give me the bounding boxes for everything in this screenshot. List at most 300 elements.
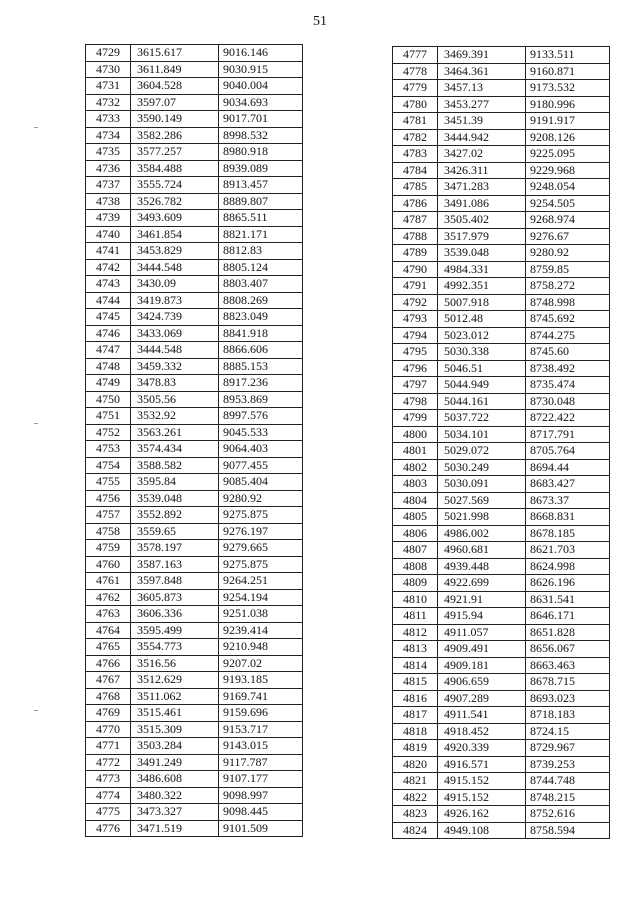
x-coordinate-cell: 3427.02: [438, 146, 526, 163]
y-coordinate-cell: 8885.153: [219, 358, 303, 375]
y-coordinate-cell: 8823.049: [219, 309, 303, 326]
x-coordinate-cell: 5030.338: [438, 344, 526, 361]
y-coordinate-cell: 8730.048: [526, 393, 610, 410]
x-coordinate-cell: 3597.07: [131, 94, 219, 111]
table-row: [393, 657, 610, 674]
y-coordinate-cell: 8980.918: [219, 144, 303, 161]
x-coordinate-cell: 3605.873: [131, 589, 219, 606]
point-number-cell: 4781: [393, 113, 438, 130]
x-coordinate-cell: 5037.722: [438, 410, 526, 427]
x-coordinate-cell: 5044.949: [438, 377, 526, 394]
y-coordinate-cell: 8722.422: [526, 410, 610, 427]
table-row: [86, 738, 303, 755]
x-coordinate-cell: 3505.56: [131, 391, 219, 408]
x-coordinate-cell: 4949.108: [438, 822, 526, 839]
table-row: [86, 94, 303, 111]
y-coordinate-cell: 8705.764: [526, 443, 610, 460]
page-number: 51: [313, 14, 327, 29]
x-coordinate-cell: 3539.048: [438, 245, 526, 262]
table-row: [86, 358, 303, 375]
point-number-cell: 4790: [393, 261, 438, 278]
y-coordinate-cell: 9160.871: [526, 63, 610, 80]
point-number-cell: 4824: [393, 822, 438, 839]
table-row: [393, 129, 610, 146]
point-number-cell: 4749: [86, 375, 131, 392]
coordinate-table-left: [85, 44, 303, 837]
table-row: [86, 292, 303, 309]
point-number-cell: 4746: [86, 325, 131, 342]
y-coordinate-cell: 9159.696: [219, 705, 303, 722]
table-row: [393, 608, 610, 625]
table-row: [393, 575, 610, 592]
y-coordinate-cell: 8997.576: [219, 408, 303, 425]
x-coordinate-cell: 4915.94: [438, 608, 526, 625]
y-coordinate-cell: 9098.997: [219, 787, 303, 804]
point-number-cell: 4744: [86, 292, 131, 309]
point-number-cell: 4767: [86, 672, 131, 689]
y-coordinate-cell: 8656.067: [526, 641, 610, 658]
table-row: [393, 96, 610, 113]
point-number-cell: 4771: [86, 738, 131, 755]
y-coordinate-cell: 9276.67: [526, 228, 610, 245]
table-row: [86, 721, 303, 738]
table-row: [86, 193, 303, 210]
x-coordinate-cell: 3515.309: [131, 721, 219, 738]
point-number-cell: 4803: [393, 476, 438, 493]
table-row: [393, 179, 610, 196]
table-row: [393, 641, 610, 658]
x-coordinate-cell: 4915.152: [438, 789, 526, 806]
table-row: [86, 210, 303, 227]
x-coordinate-cell: 3493.609: [131, 210, 219, 227]
x-coordinate-cell: 3555.724: [131, 177, 219, 194]
point-number-cell: 4821: [393, 773, 438, 790]
table-row: [393, 63, 610, 80]
table-row: [393, 212, 610, 229]
y-coordinate-cell: 8626.196: [526, 575, 610, 592]
point-number-cell: 4808: [393, 558, 438, 575]
table-row: [393, 47, 610, 64]
x-coordinate-cell: 3577.257: [131, 144, 219, 161]
x-coordinate-cell: 3430.09: [131, 276, 219, 293]
x-coordinate-cell: 5030.249: [438, 459, 526, 476]
y-coordinate-cell: 9064.403: [219, 441, 303, 458]
table-row: [393, 261, 610, 278]
x-coordinate-cell: 3486.608: [131, 771, 219, 788]
point-number-cell: 4799: [393, 410, 438, 427]
table-row: [393, 591, 610, 608]
table-row: [393, 525, 610, 542]
point-number-cell: 4775: [86, 804, 131, 821]
point-number-cell: 4748: [86, 358, 131, 375]
x-coordinate-cell: 3453.829: [131, 243, 219, 260]
point-number-cell: 4814: [393, 657, 438, 674]
point-number-cell: 4769: [86, 705, 131, 722]
point-number-cell: 4822: [393, 789, 438, 806]
point-number-cell: 4816: [393, 690, 438, 707]
x-coordinate-cell: 4909.491: [438, 641, 526, 658]
x-coordinate-cell: 3505.402: [438, 212, 526, 229]
x-coordinate-cell: 3597.848: [131, 573, 219, 590]
y-coordinate-cell: 9210.948: [219, 639, 303, 656]
table-row: [393, 393, 610, 410]
y-coordinate-cell: 9229.968: [526, 162, 610, 179]
x-coordinate-cell: 3478.83: [131, 375, 219, 392]
y-coordinate-cell: 9207.02: [219, 655, 303, 672]
point-number-cell: 4786: [393, 195, 438, 212]
table-row: [393, 624, 610, 641]
point-number-cell: 4737: [86, 177, 131, 194]
y-coordinate-cell: 8939.089: [219, 160, 303, 177]
y-coordinate-cell: 8668.831: [526, 509, 610, 526]
point-number-cell: 4742: [86, 259, 131, 276]
point-number-cell: 4757: [86, 507, 131, 524]
point-number-cell: 4800: [393, 426, 438, 443]
x-coordinate-cell: 4984.331: [438, 261, 526, 278]
y-coordinate-cell: 9133.511: [526, 47, 610, 64]
table-row: [86, 589, 303, 606]
table-row: [86, 177, 303, 194]
x-coordinate-cell: 3453.277: [438, 96, 526, 113]
point-number-cell: 4792: [393, 294, 438, 311]
table-row: [393, 146, 610, 163]
point-number-cell: 4811: [393, 608, 438, 625]
x-coordinate-cell: 3503.284: [131, 738, 219, 755]
y-coordinate-cell: 8759.85: [526, 261, 610, 278]
x-coordinate-cell: 3532.92: [131, 408, 219, 425]
point-number-cell: 4739: [86, 210, 131, 227]
scan-mark: [34, 423, 38, 424]
point-number-cell: 4804: [393, 492, 438, 509]
table-row: [393, 789, 610, 806]
y-coordinate-cell: 9040.004: [219, 78, 303, 95]
x-coordinate-cell: 3559.65: [131, 523, 219, 540]
table-row: [393, 228, 610, 245]
table-row: [86, 160, 303, 177]
point-number-cell: 4807: [393, 542, 438, 559]
y-coordinate-cell: 8735.474: [526, 377, 610, 394]
y-coordinate-cell: 9016.146: [219, 45, 303, 62]
point-number-cell: 4779: [393, 80, 438, 97]
x-coordinate-cell: 3511.062: [131, 688, 219, 705]
table-row: [86, 622, 303, 639]
y-coordinate-cell: 8739.253: [526, 756, 610, 773]
x-coordinate-cell: 5034.101: [438, 426, 526, 443]
y-coordinate-cell: 9191.917: [526, 113, 610, 130]
x-coordinate-cell: 4921.91: [438, 591, 526, 608]
point-number-cell: 4760: [86, 556, 131, 573]
point-number-cell: 4789: [393, 245, 438, 262]
x-coordinate-cell: 3516.56: [131, 655, 219, 672]
x-coordinate-cell: 5007.918: [438, 294, 526, 311]
table-row: [86, 556, 303, 573]
y-coordinate-cell: 8729.967: [526, 740, 610, 757]
point-number-cell: 4747: [86, 342, 131, 359]
table-row: [393, 773, 610, 790]
point-number-cell: 4730: [86, 61, 131, 78]
table-row: [86, 655, 303, 672]
y-coordinate-cell: 9275.875: [219, 507, 303, 524]
x-coordinate-cell: 4920.339: [438, 740, 526, 757]
point-number-cell: 4794: [393, 327, 438, 344]
point-number-cell: 4736: [86, 160, 131, 177]
y-coordinate-cell: 8678.185: [526, 525, 610, 542]
table-row: [86, 457, 303, 474]
table-row: [86, 342, 303, 359]
y-coordinate-cell: 8744.748: [526, 773, 610, 790]
x-coordinate-cell: 3426.311: [438, 162, 526, 179]
x-coordinate-cell: 4911.541: [438, 707, 526, 724]
y-coordinate-cell: 8748.215: [526, 789, 610, 806]
y-coordinate-cell: 9180.996: [526, 96, 610, 113]
x-coordinate-cell: 3491.249: [131, 754, 219, 771]
y-coordinate-cell: 9085.404: [219, 474, 303, 491]
point-number-cell: 4809: [393, 575, 438, 592]
point-number-cell: 4729: [86, 45, 131, 62]
table-row: [86, 523, 303, 540]
table-row: [393, 327, 610, 344]
y-coordinate-cell: 9030.915: [219, 61, 303, 78]
y-coordinate-cell: 9264.251: [219, 573, 303, 590]
x-coordinate-cell: 3611.849: [131, 61, 219, 78]
x-coordinate-cell: 3480.322: [131, 787, 219, 804]
x-coordinate-cell: 5029.072: [438, 443, 526, 460]
y-coordinate-cell: 8673.37: [526, 492, 610, 509]
y-coordinate-cell: 9268.974: [526, 212, 610, 229]
x-coordinate-cell: 3604.528: [131, 78, 219, 95]
y-coordinate-cell: 8646.171: [526, 608, 610, 625]
point-number-cell: 4805: [393, 509, 438, 526]
x-coordinate-cell: 3615.617: [131, 45, 219, 62]
point-number-cell: 4735: [86, 144, 131, 161]
point-number-cell: 4763: [86, 606, 131, 623]
table-row: [86, 754, 303, 771]
point-number-cell: 4778: [393, 63, 438, 80]
y-coordinate-cell: 8758.272: [526, 278, 610, 295]
x-coordinate-cell: 5046.51: [438, 360, 526, 377]
y-coordinate-cell: 9077.455: [219, 457, 303, 474]
table-row: [86, 276, 303, 293]
x-coordinate-cell: 3444.548: [131, 259, 219, 276]
table-row: [393, 113, 610, 130]
point-number-cell: 4777: [393, 47, 438, 64]
y-coordinate-cell: 9280.92: [526, 245, 610, 262]
x-coordinate-cell: 4906.659: [438, 674, 526, 691]
table-row: [86, 391, 303, 408]
y-coordinate-cell: 9276.197: [219, 523, 303, 540]
y-coordinate-cell: 9251.038: [219, 606, 303, 623]
table-row: [86, 606, 303, 623]
table-row: [393, 558, 610, 575]
point-number-cell: 4797: [393, 377, 438, 394]
point-number-cell: 4802: [393, 459, 438, 476]
point-number-cell: 4738: [86, 193, 131, 210]
point-number-cell: 4761: [86, 573, 131, 590]
y-coordinate-cell: 8998.532: [219, 127, 303, 144]
x-coordinate-cell: 3552.892: [131, 507, 219, 524]
x-coordinate-cell: 4926.162: [438, 806, 526, 823]
x-coordinate-cell: 5027.569: [438, 492, 526, 509]
x-coordinate-cell: 3590.149: [131, 111, 219, 128]
point-number-cell: 4768: [86, 688, 131, 705]
point-number-cell: 4759: [86, 540, 131, 557]
y-coordinate-cell: 9225.095: [526, 146, 610, 163]
point-number-cell: 4823: [393, 806, 438, 823]
table-row: [393, 344, 610, 361]
table-row: [86, 540, 303, 557]
table-row: [86, 771, 303, 788]
point-number-cell: 4795: [393, 344, 438, 361]
table-row: [393, 723, 610, 740]
x-coordinate-cell: 4916.571: [438, 756, 526, 773]
point-number-cell: 4733: [86, 111, 131, 128]
point-number-cell: 4783: [393, 146, 438, 163]
y-coordinate-cell: 8683.427: [526, 476, 610, 493]
point-number-cell: 4750: [86, 391, 131, 408]
x-coordinate-cell: 5044.161: [438, 393, 526, 410]
y-coordinate-cell: 9101.509: [219, 820, 303, 837]
x-coordinate-cell: 4907.289: [438, 690, 526, 707]
x-coordinate-cell: 3433.069: [131, 325, 219, 342]
y-coordinate-cell: 8752.616: [526, 806, 610, 823]
x-coordinate-cell: 3554.773: [131, 639, 219, 656]
table-row: [393, 443, 610, 460]
y-coordinate-cell: 9098.445: [219, 804, 303, 821]
x-coordinate-cell: 3461.854: [131, 226, 219, 243]
table-row: [86, 243, 303, 260]
point-number-cell: 4820: [393, 756, 438, 773]
y-coordinate-cell: 9107.177: [219, 771, 303, 788]
point-number-cell: 4774: [86, 787, 131, 804]
y-coordinate-cell: 9280.92: [219, 490, 303, 507]
x-coordinate-cell: 3515.461: [131, 705, 219, 722]
y-coordinate-cell: 8663.463: [526, 657, 610, 674]
y-coordinate-cell: 9153.717: [219, 721, 303, 738]
x-coordinate-cell: 5023.012: [438, 327, 526, 344]
x-coordinate-cell: 3517.979: [438, 228, 526, 245]
scan-mark: [34, 127, 38, 128]
x-coordinate-cell: 3424.739: [131, 309, 219, 326]
point-number-cell: 4734: [86, 127, 131, 144]
y-coordinate-cell: 9239.414: [219, 622, 303, 639]
point-number-cell: 4780: [393, 96, 438, 113]
table-row: [393, 80, 610, 97]
point-number-cell: 4754: [86, 457, 131, 474]
x-coordinate-cell: 3587.163: [131, 556, 219, 573]
y-coordinate-cell: 8717.791: [526, 426, 610, 443]
x-coordinate-cell: 3584.488: [131, 160, 219, 177]
table-row: [86, 144, 303, 161]
y-coordinate-cell: 9173.532: [526, 80, 610, 97]
y-coordinate-cell: 9254.505: [526, 195, 610, 212]
y-coordinate-cell: 8745.60: [526, 344, 610, 361]
point-number-cell: 4810: [393, 591, 438, 608]
point-number-cell: 4740: [86, 226, 131, 243]
x-coordinate-cell: 3459.332: [131, 358, 219, 375]
table-row: [393, 377, 610, 394]
x-coordinate-cell: 3582.286: [131, 127, 219, 144]
table-row: [86, 424, 303, 441]
x-coordinate-cell: 3595.84: [131, 474, 219, 491]
point-number-cell: 4793: [393, 311, 438, 328]
point-number-cell: 4732: [86, 94, 131, 111]
table-row: [393, 740, 610, 757]
y-coordinate-cell: 9275.875: [219, 556, 303, 573]
y-coordinate-cell: 8624.998: [526, 558, 610, 575]
table-row: [393, 492, 610, 509]
table-row: [393, 822, 610, 839]
table-row: [86, 490, 303, 507]
table-row: [393, 806, 610, 823]
point-number-cell: 4753: [86, 441, 131, 458]
table-row: [393, 426, 610, 443]
x-coordinate-cell: 4992.351: [438, 278, 526, 295]
x-coordinate-cell: 3595.499: [131, 622, 219, 639]
y-coordinate-cell: 8812.83: [219, 243, 303, 260]
x-coordinate-cell: 3444.548: [131, 342, 219, 359]
x-coordinate-cell: 3469.391: [438, 47, 526, 64]
x-coordinate-cell: 3578.197: [131, 540, 219, 557]
y-coordinate-cell: 8913.457: [219, 177, 303, 194]
table-row: [86, 111, 303, 128]
y-coordinate-cell: 8805.124: [219, 259, 303, 276]
table-row: [86, 705, 303, 722]
x-coordinate-cell: 3512.629: [131, 672, 219, 689]
y-coordinate-cell: 9208.126: [526, 129, 610, 146]
point-number-cell: 4741: [86, 243, 131, 260]
table-row: [393, 278, 610, 295]
x-coordinate-cell: 3574.434: [131, 441, 219, 458]
point-number-cell: 4784: [393, 162, 438, 179]
point-number-cell: 4787: [393, 212, 438, 229]
point-number-cell: 4817: [393, 707, 438, 724]
y-coordinate-cell: 8821.171: [219, 226, 303, 243]
point-number-cell: 4762: [86, 589, 131, 606]
x-coordinate-cell: 4918.452: [438, 723, 526, 740]
x-coordinate-cell: 5021.998: [438, 509, 526, 526]
point-number-cell: 4764: [86, 622, 131, 639]
table-row: [86, 441, 303, 458]
table-row: [86, 325, 303, 342]
point-number-cell: 4773: [86, 771, 131, 788]
y-coordinate-cell: 8631.541: [526, 591, 610, 608]
point-number-cell: 4776: [86, 820, 131, 837]
point-number-cell: 4743: [86, 276, 131, 293]
point-number-cell: 4782: [393, 129, 438, 146]
x-coordinate-cell: 4939.448: [438, 558, 526, 575]
table-row: [393, 756, 610, 773]
point-number-cell: 4801: [393, 443, 438, 460]
y-coordinate-cell: 8917.236: [219, 375, 303, 392]
table-row: [86, 820, 303, 837]
y-coordinate-cell: 9045.533: [219, 424, 303, 441]
point-number-cell: 4785: [393, 179, 438, 196]
table-row: [393, 195, 610, 212]
table-row: [86, 259, 303, 276]
y-coordinate-cell: 8953.869: [219, 391, 303, 408]
coordinate-table-right: [392, 46, 610, 839]
x-coordinate-cell: 3473.327: [131, 804, 219, 821]
y-coordinate-cell: 8678.715: [526, 674, 610, 691]
table-row: [393, 162, 610, 179]
point-number-cell: 4770: [86, 721, 131, 738]
table-row: [393, 509, 610, 526]
table-row: [393, 360, 610, 377]
point-number-cell: 4752: [86, 424, 131, 441]
x-coordinate-cell: 3444.942: [438, 129, 526, 146]
table-row: [393, 245, 610, 262]
table-row: [86, 804, 303, 821]
